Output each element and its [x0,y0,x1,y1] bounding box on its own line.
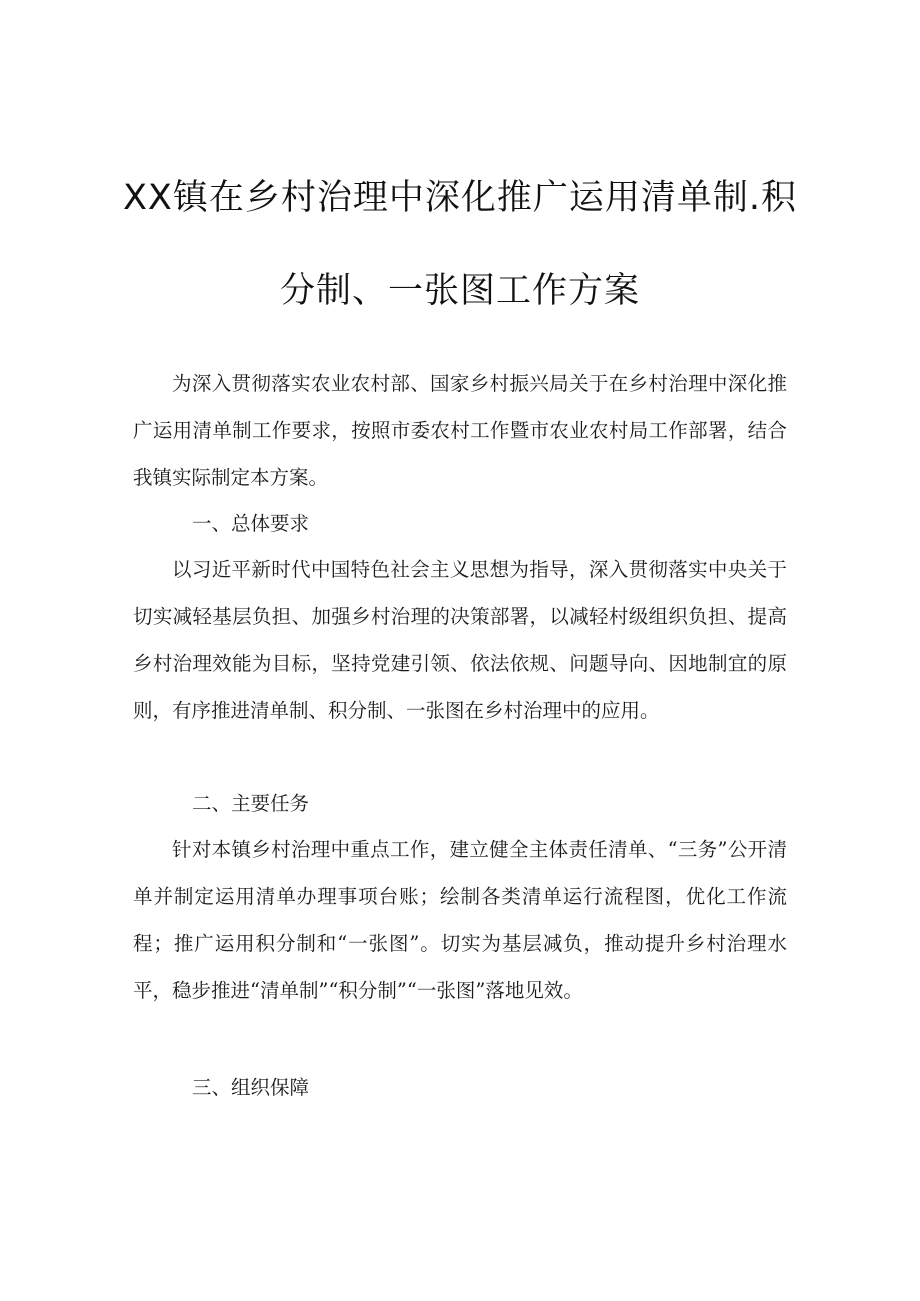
document-title-line-1: XX镇在乡村治理中深化推广运用清单制.积 [122,178,798,218]
section-heading-organizational-guarantee: 三、组织保障 [192,1076,310,1099]
section-body-overall-requirements: 以习近平新时代中国特色社会主义思想为指导，深入贯彻落实中央关于切实减轻基层负担、加强乡村治理的决策部署，以减轻村级组织负担、提高乡村治理效能为目标，坚持党建引领、依法依规、问题导向、因地制宜的原则，有序推进清单制、积分制、一张图在乡村治理中的应用。 [133,558,787,722]
section-heading-overall-requirements: 一、总体要求 [192,512,310,535]
section-heading-main-tasks: 二、主要任务 [192,792,310,815]
intro-paragraph: 为深入贯彻落实农业农村部、国家乡村振兴局关于在乡村治理中深化推广运用清单制工作要求，按照市委农村工作暨市农业农村局工作部署，结合我镇实际制定本方案。 [133,372,787,489]
section-body-main-tasks: 针对本镇乡村治理中重点工作，建立健全主体责任清单、“三务”公开清单并制定运用清单办理事项台账；绘制各类清单运行流程图，优化工作流程；推广运用积分制和“一张图”。切实为基层减负，推动提升乡村治理水平，稳步推进“清单制”“积分制”“一张图”落地见效。 [133,838,787,1002]
document-title-line-2: 分制、一张图工作方案 [279,271,640,311]
